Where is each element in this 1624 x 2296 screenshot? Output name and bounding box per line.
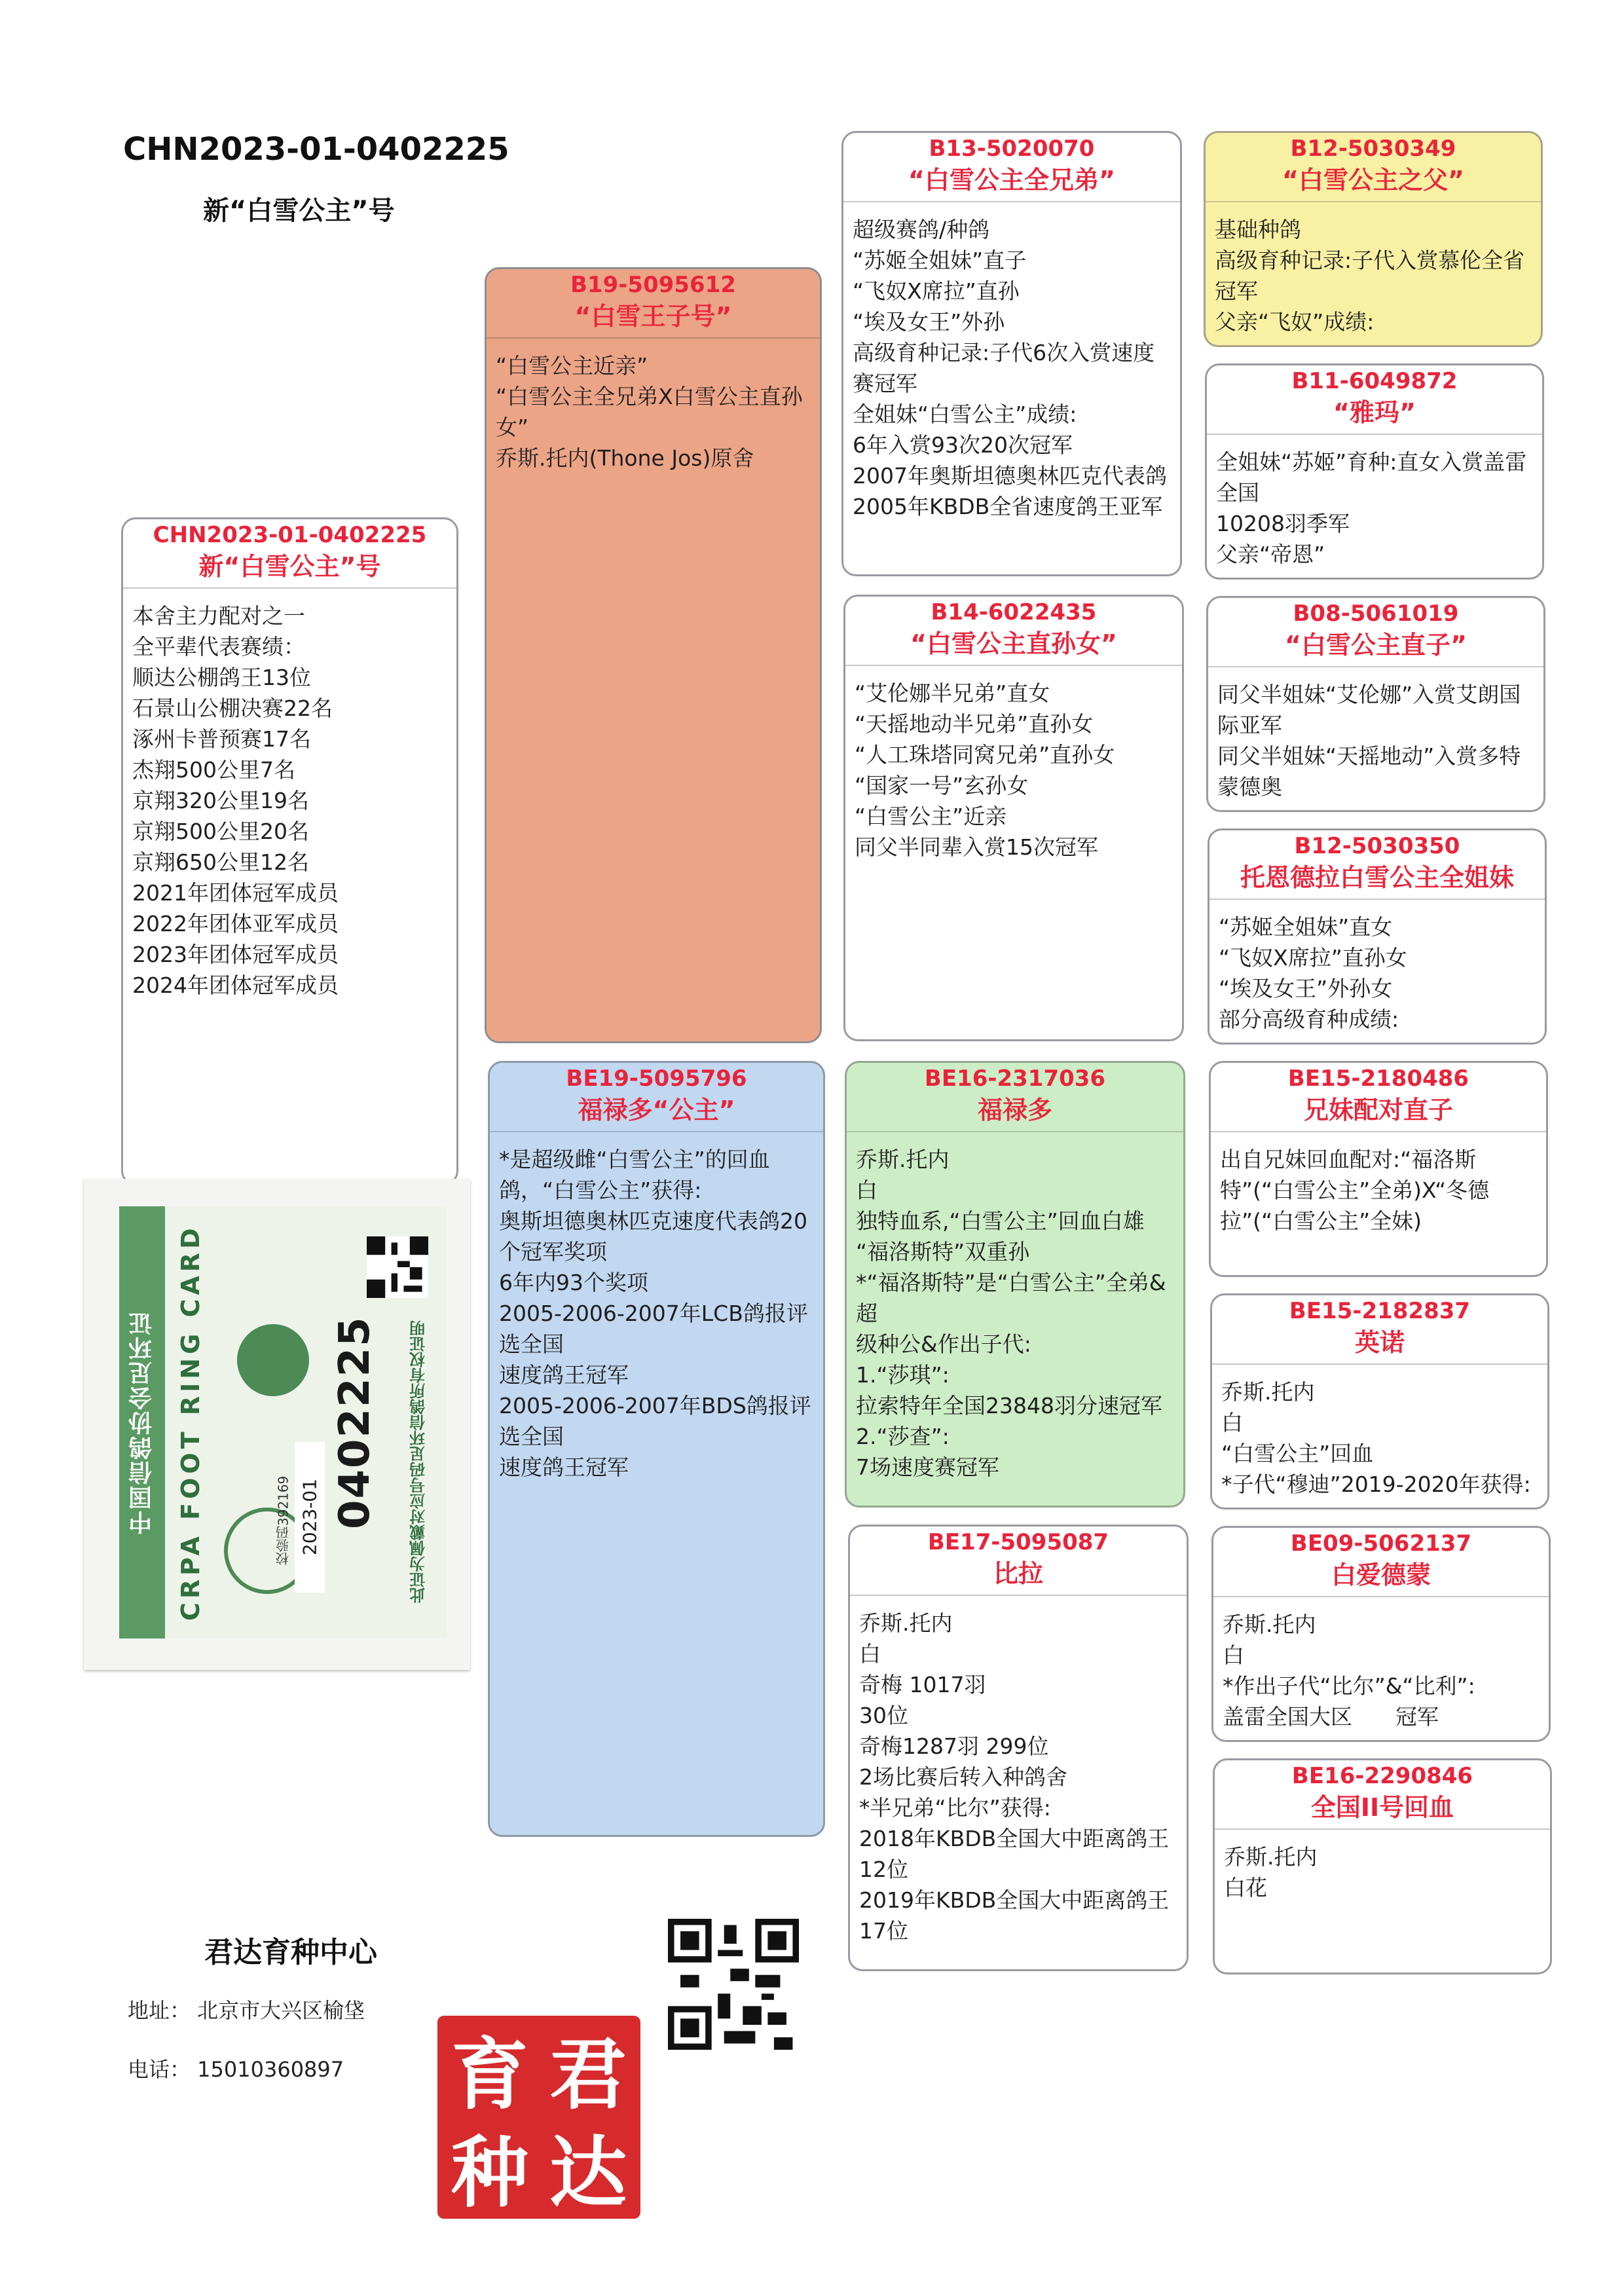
card-dam-sire <box>845 1061 1185 1508</box>
card-dd-sire <box>1211 1526 1551 1742</box>
card-details <box>1211 1132 1546 1236</box>
card-detail-line: 30位 <box>859 1703 908 1728</box>
ring-card-year: 2023-01 <box>295 1442 325 1593</box>
card-detail-line: 杰翔500公里7名 <box>132 757 295 783</box>
card-bird-name: 白爱德蒙 <box>1213 1558 1549 1597</box>
card-bird-name: “白雪公主直子” <box>1208 628 1543 667</box>
breeder-qr-code-icon <box>668 1919 799 2050</box>
card-detail-line: “埃及女王”外孙女 <box>1219 976 1393 1001</box>
card-detail-line: *是超级雌“白雪公主”的回血鸽，“白雪公主”获得: <box>499 1147 770 1203</box>
card-detail-line: 京翔320公里19名 <box>132 788 309 813</box>
card-detail-line: “飞奴X席拉”直孙 <box>853 278 1020 304</box>
seal-character: 种 <box>451 2127 528 2218</box>
card-sire-sire <box>841 131 1182 576</box>
seal-character: 达 <box>549 2127 627 2218</box>
card-detail-line: 白 <box>1221 1410 1243 1435</box>
card-bird-name: “雅玛” <box>1207 396 1542 435</box>
card-bird-name: “白雪公主全兄弟” <box>843 163 1180 202</box>
card-detail-line: 10208羽季军 <box>1216 511 1350 536</box>
card-ring-id: BE16-2290846 <box>1291 1763 1473 1789</box>
card-detail-line: *子代“穆迪”2019-2020年获得: <box>1221 1472 1531 1497</box>
card-detail-line: *半兄弟“比尔”获得: <box>859 1795 1051 1821</box>
card-detail-line: 出自兄妹回血配对:“福洛斯特”(“白雪公主”全弟)X“冬德拉”(“白雪公主”全妹) <box>1220 1147 1490 1234</box>
card-ring-id: BE17-5095087 <box>927 1529 1109 1555</box>
card-detail-line: “苏姬全姐妹”直子 <box>853 248 1027 273</box>
card-ds-sire <box>1209 1061 1548 1277</box>
card-detail-line: 6年入赏93次20次冠军 <box>853 432 1073 458</box>
card-ring-id: CHN2023-01-0402225 <box>153 522 427 548</box>
card-bird-name: 兄妹配对直子 <box>1211 1093 1546 1132</box>
card-detail-line: “人工珠塔同窝兄弟”直孙女 <box>855 742 1115 768</box>
card-detail-line: 2.“莎查”: <box>856 1424 950 1449</box>
card-detail-line: 乔斯.托内 <box>1223 1612 1316 1637</box>
card-detail-line: “埃及女王”外孙 <box>853 309 1005 335</box>
card-detail-line: “白雪公主”回血 <box>1221 1441 1374 1466</box>
card-detail-line: 级种公&作出子代: <box>856 1331 1031 1357</box>
ring-card-association: 中国信鸽协会足环证 <box>128 1310 156 1534</box>
card-ring-id: B12-5030349 <box>1290 136 1456 162</box>
card-details <box>123 589 456 1001</box>
card-detail-line: 顺达公棚鸽王13位 <box>132 665 311 690</box>
seal-character: 君 <box>549 2029 627 2120</box>
card-detail-line: 2场比赛后转入种鸽舍 <box>859 1764 1067 1790</box>
breeder-phone: 电话： 15010360897 <box>128 2057 344 2082</box>
card-detail-line: “白雪公主全兄弟X白雪公主直孙女” <box>496 384 803 440</box>
card-detail-line: 全姐妹“白雪公主”成绩: <box>853 401 1077 427</box>
card-detail-line: 奥斯坦德奥林匹克速度代表鸽20个冠军奖项 <box>499 1208 807 1265</box>
card-bird-name: “白雪公主之父” <box>1206 163 1541 202</box>
card-detail-line: “苏姬全姐妹”直女 <box>1219 914 1393 940</box>
card-details <box>1209 900 1545 1035</box>
card-ds-dam <box>1210 1293 1549 1509</box>
card-detail-line: 2023年团体冠军成员 <box>132 942 339 967</box>
ring-card-title: CRPA FOOT RING CARD <box>176 1224 205 1621</box>
card-detail-line: 乔斯.托内 <box>1224 1844 1318 1870</box>
card-detail-line: 高级育种记录:子代6次入赏速度赛冠军 <box>853 340 1155 396</box>
card-detail-line: 拉索特年全国23848羽分速冠军 <box>856 1393 1162 1418</box>
card-detail-line: 2007年奥斯坦德奥林匹克代表鸽 <box>853 463 1167 489</box>
card-detail-line: “福洛斯特”双重孙 <box>856 1239 1030 1265</box>
card-ring-id: BE15-2182837 <box>1289 1298 1471 1324</box>
card-bird-name: 全国II号回血 <box>1215 1790 1550 1830</box>
card-detail-line: 白 <box>1223 1642 1244 1668</box>
card-details <box>847 1132 1183 1483</box>
card-detail-line: “飞奴X席拉”直孙女 <box>1219 945 1407 971</box>
card-detail-line: 同父半姐妹“天摇地动”入赏多特蒙德奥 <box>1217 743 1521 800</box>
card-details <box>490 1132 823 1483</box>
card-detail-line: “白雪公主”近亲 <box>855 804 1007 829</box>
card-detail-line: 乔斯.托内 <box>859 1610 953 1636</box>
card-detail-line: 奇梅 1017羽 <box>859 1672 986 1697</box>
card-detail-line: 白 <box>856 1177 877 1203</box>
card-ring-id: BE09-5062137 <box>1290 1530 1472 1557</box>
card-detail-line: 石景山公棚决赛22名 <box>132 695 333 721</box>
card-ring-id: B12-5030350 <box>1294 833 1460 859</box>
card-details <box>1215 1830 1550 1903</box>
card-details <box>487 339 820 473</box>
card-detail-line: 白 <box>859 1641 881 1667</box>
card-detail-line: 2018年KBDB全国大中距离鸽王12位 <box>859 1826 1170 1882</box>
card-ring-id: BE19-5095796 <box>566 1065 747 1092</box>
card-detail-line: 速度鸽王冠军 <box>499 1362 629 1388</box>
card-details <box>1207 435 1542 570</box>
pedigree-ring-id: CHN2023-01-0402225 <box>123 131 509 168</box>
card-detail-line: “艾伦娜半兄弟”直女 <box>855 680 1050 706</box>
card-detail-line: 2022年团体亚军成员 <box>132 911 339 936</box>
card-detail-line: 奇梅1287羽 299位 <box>859 1733 1049 1759</box>
card-detail-line: 乔斯.托内(Thone Jos)原舍 <box>496 445 754 471</box>
card-details <box>1208 667 1543 802</box>
card-detail-line: “天摇地动半兄弟”直孙女 <box>855 711 1094 737</box>
card-dam <box>488 1061 825 1837</box>
card-detail-line: 全姐妹“苏姬”育种:直女入赏盖雷全国 <box>1216 449 1527 506</box>
card-ring-id: B11-6049872 <box>1291 368 1458 394</box>
card-detail-line: 全平辈代表赛绩： <box>132 634 305 659</box>
card-detail-line: 1.“莎琪”: <box>856 1362 950 1388</box>
card-detail-line: 乔斯.托内 <box>856 1147 950 1172</box>
card-ring-id: B08-5061019 <box>1293 601 1459 627</box>
card-sire <box>485 267 822 1043</box>
card-ring-id: B14-6022435 <box>931 599 1097 625</box>
card-detail-line: 盖雷全国大区 冠军 <box>1223 1704 1439 1730</box>
card-detail-line: “国家一号”玄孙女 <box>855 773 1029 798</box>
card-detail-line: 2019年KBDB全国大中距离鸽王17位 <box>859 1887 1170 1944</box>
card-details <box>843 202 1180 522</box>
card-ring-id: B19-5095612 <box>570 272 736 298</box>
card-sire-dam <box>843 595 1184 1041</box>
card-detail-line: 同父半姐妹“艾伦娜”入赏艾朗国际亚军 <box>1217 682 1521 738</box>
card-detail-line: 白花 <box>1224 1875 1267 1900</box>
card-ss-sire <box>1204 131 1543 347</box>
foot-ring-card <box>84 1179 470 1670</box>
card-bird-name: 英诺 <box>1212 1325 1547 1365</box>
card-detail-line: 父亲“飞奴”成绩: <box>1215 309 1375 335</box>
card-sd-sire <box>1206 596 1545 812</box>
card-detail-line: 部分高级育种成绩: <box>1219 1007 1399 1032</box>
card-detail-line: 基础种鸽 <box>1215 217 1301 242</box>
card-bird-name: “白雪王子号” <box>487 299 820 339</box>
card-detail-line: 6年内93个奖项 <box>499 1270 648 1295</box>
card-detail-line: 涿州卡普预赛17名 <box>132 726 311 752</box>
card-bird-name: 福禄多 <box>847 1093 1183 1132</box>
card-detail-line: 京翔500公里20名 <box>132 819 309 844</box>
card-bird-name: “白雪公主直孙女” <box>845 627 1182 666</box>
card-detail-line: 2005-2006-2007年LCB鸽报评选全国 <box>499 1301 808 1357</box>
card-detail-line: 速度鸽王冠军 <box>499 1454 629 1480</box>
card-detail-line: 超级赛鸽/种鸽 <box>853 217 990 242</box>
card-detail-line: *“福洛斯特”是“白雪公主”全弟&超 <box>856 1270 1166 1326</box>
card-subject <box>121 517 458 1185</box>
card-details <box>850 1596 1187 1946</box>
card-detail-line: 2024年团体冠军成员 <box>132 972 339 998</box>
pedigree-bird-name: 新“白雪公主”号 <box>203 196 395 226</box>
card-detail-line: 京翔650公里12名 <box>132 849 309 875</box>
card-dam-dam <box>848 1525 1189 1971</box>
card-detail-line: 高级育种记录:子代入赏慕伦全省冠军 <box>1215 248 1525 304</box>
card-bird-name: 托恩德拉白雪公主全姐妹 <box>1209 861 1545 900</box>
card-bird-name: 比拉 <box>850 1557 1187 1596</box>
card-details <box>1206 202 1541 337</box>
card-dd-dam <box>1213 1758 1552 1974</box>
ring-card-note: 此证为佩戴对应号码足环信鸽所有权证明 <box>409 1320 428 1603</box>
card-sd-dam <box>1208 828 1547 1045</box>
card-detail-line: 乔斯.托内 <box>1221 1379 1315 1405</box>
ring-card-face <box>119 1206 447 1639</box>
card-detail-line: 2021年团体冠军成员 <box>132 880 339 906</box>
card-details <box>1212 1365 1547 1500</box>
seal-character: 育 <box>451 2029 528 2120</box>
breeder-name: 君达育种中心 <box>204 1936 377 1969</box>
card-details <box>845 666 1182 862</box>
card-ring-id: B13-5020070 <box>929 136 1095 162</box>
card-detail-line: *作出子代“比尔”&“比利”: <box>1223 1673 1475 1699</box>
card-detail-line: 父亲“帝恩” <box>1216 542 1325 567</box>
card-detail-line: 同父半同辈入赏15次冠军 <box>855 834 1098 860</box>
ring-card-check-code: 校验码392169 <box>275 1475 291 1566</box>
ring-card-number: 0402225 <box>331 1316 379 1529</box>
card-bird-name: 福禄多“公主” <box>490 1093 823 1132</box>
card-ring-id: BE15-2180486 <box>1287 1065 1469 1092</box>
breeder-seal <box>437 2016 640 2219</box>
card-detail-line: 7场速度赛冠军 <box>856 1454 999 1480</box>
card-bird-name: 新“白雪公主”号 <box>123 549 456 589</box>
card-details <box>1213 1597 1549 1732</box>
card-ss-dam <box>1205 363 1544 580</box>
card-detail-line: “白雪公主近亲” <box>496 353 648 379</box>
card-detail-line: 2005-2006-2007年BDS鸽报评选全国 <box>499 1393 811 1449</box>
ring-qr-code-icon <box>367 1236 428 1298</box>
card-ring-id: BE16-2317036 <box>924 1065 1106 1092</box>
breeder-address: 地址： 北京市大兴区榆垡 <box>128 1998 365 2023</box>
card-detail-line: 2005年KBDB全省速度鸽王亚军 <box>853 494 1163 519</box>
card-detail-line: 本舍主力配对之一 <box>132 603 305 629</box>
crpa-logo-icon <box>237 1324 309 1396</box>
card-detail-line: 独特血系,“白雪公主”回血白雄 <box>856 1208 1145 1234</box>
